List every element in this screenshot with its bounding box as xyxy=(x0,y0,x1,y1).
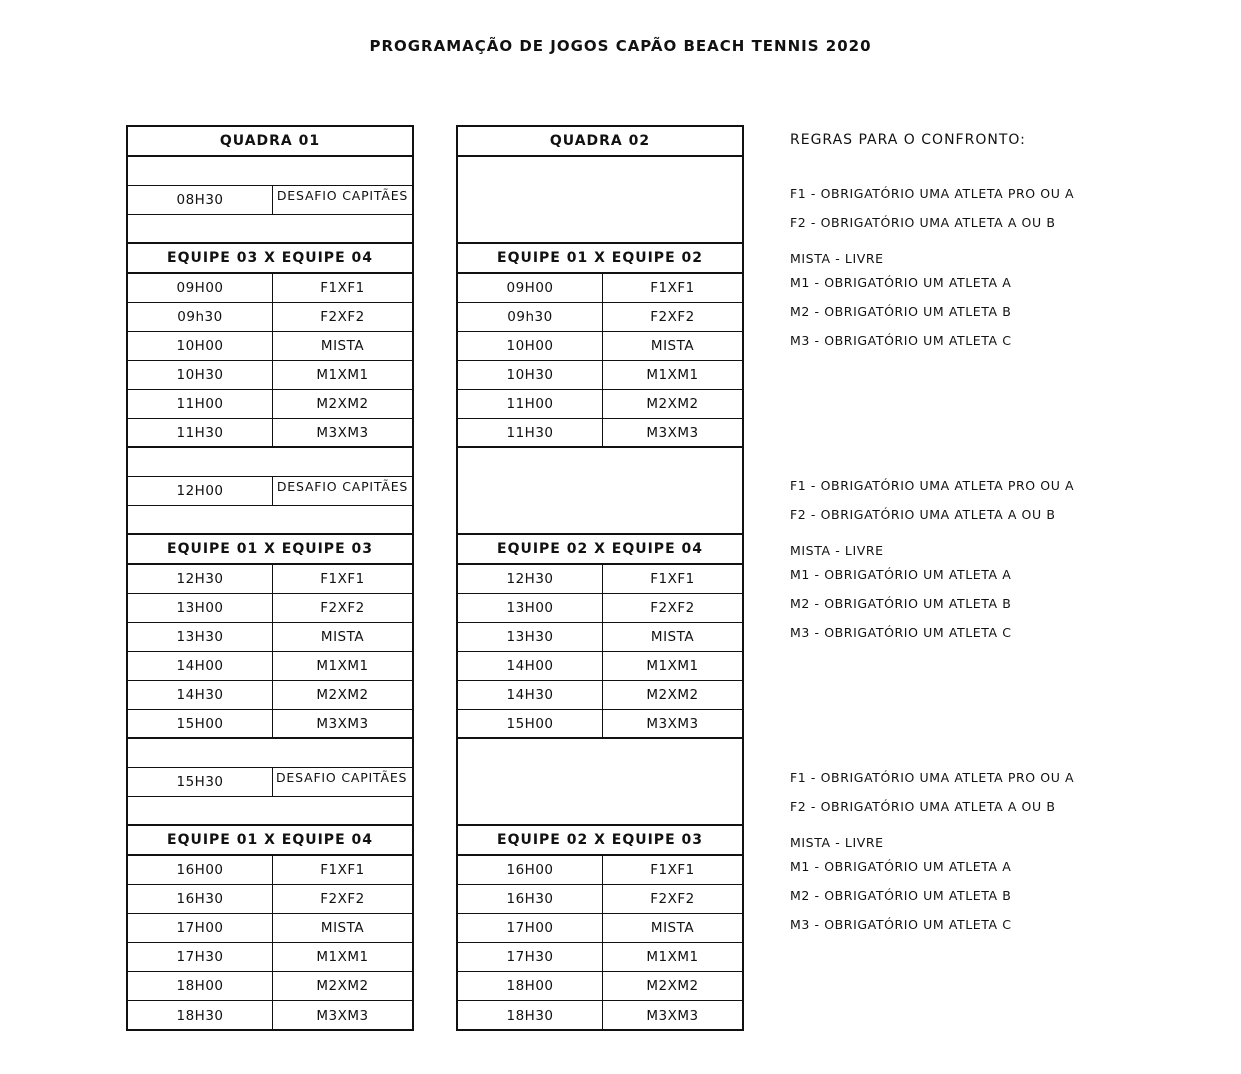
game-time: 14H00 xyxy=(128,652,273,680)
challenge-row xyxy=(128,477,412,506)
challenge-row xyxy=(128,186,412,215)
game-row xyxy=(458,710,742,739)
game-row xyxy=(458,419,742,448)
game-time: 11H00 xyxy=(128,390,273,418)
game-time: 13H00 xyxy=(458,594,603,622)
rule-m2: M2 - OBRIGATÓRIO UM ATLETA B xyxy=(790,596,1012,611)
game-time: 09h30 xyxy=(458,303,603,331)
game-time: 13H30 xyxy=(128,623,273,651)
game-type: M1XM1 xyxy=(316,658,369,674)
match-title: EQUIPE 01 X EQUIPE 03 xyxy=(167,541,373,557)
game-time: 17H00 xyxy=(458,914,603,942)
game-time: 13H00 xyxy=(128,594,273,622)
game-type: F1XF1 xyxy=(650,571,695,587)
game-type: M3XM3 xyxy=(646,424,699,441)
game-type: M3XM3 xyxy=(646,1007,699,1024)
game-time: 16H30 xyxy=(128,885,273,913)
game-type: M1XM1 xyxy=(316,367,369,383)
game-time: 18H00 xyxy=(458,972,603,1000)
game-row xyxy=(458,390,742,419)
game-row xyxy=(128,856,412,885)
rule-mista: MISTA - LIVRE xyxy=(790,251,884,266)
game-time: 09H00 xyxy=(128,274,273,302)
game-row xyxy=(128,652,412,681)
game-row xyxy=(128,303,412,332)
game-time: 16H00 xyxy=(458,856,603,884)
court-02-schedule xyxy=(456,125,744,1031)
challenge-time: 12H00 xyxy=(128,477,273,505)
game-time: 17H30 xyxy=(458,943,603,971)
match-title-row xyxy=(128,244,412,274)
rule-f1: F1 - OBRIGATÓRIO UMA ATLETA PRO OU A xyxy=(790,186,1075,201)
game-row xyxy=(128,594,412,623)
game-row xyxy=(128,565,412,594)
game-row xyxy=(458,361,742,390)
game-row xyxy=(128,419,412,448)
game-row xyxy=(458,943,742,972)
game-row xyxy=(128,972,412,1001)
game-row xyxy=(458,972,742,1001)
game-row xyxy=(458,274,742,303)
game-row xyxy=(458,594,742,623)
game-type: M1XM1 xyxy=(646,658,699,674)
game-time: 14H00 xyxy=(458,652,603,680)
rule-f2: F2 - OBRIGATÓRIO UMA ATLETA A OU B xyxy=(790,507,1056,522)
rule-m1: M1 - OBRIGATÓRIO UM ATLETA A xyxy=(790,567,1012,582)
game-row xyxy=(128,1001,412,1030)
challenge-label: DESAFIO CAPITÃES xyxy=(276,479,409,494)
match-title: EQUIPE 02 X EQUIPE 03 xyxy=(497,832,703,848)
game-type: M2XM2 xyxy=(316,687,369,703)
game-type: F2XF2 xyxy=(320,891,365,907)
match-title: EQUIPE 01 X EQUIPE 02 xyxy=(497,250,703,266)
empty-block xyxy=(458,448,742,535)
game-time: 17H30 xyxy=(128,943,273,971)
game-time: 11H30 xyxy=(458,419,603,446)
court-header: QUADRA 02 xyxy=(549,133,651,149)
rule-m1: M1 - OBRIGATÓRIO UM ATLETA A xyxy=(790,859,1012,874)
game-type: MISTA xyxy=(650,338,695,354)
spacer-row xyxy=(128,506,412,535)
game-type: F2XF2 xyxy=(320,600,365,616)
game-row xyxy=(128,274,412,303)
game-time: 18H30 xyxy=(458,1001,603,1030)
game-time: 14H30 xyxy=(458,681,603,709)
challenge-label: DESAFIO CAPITÃES xyxy=(276,188,409,203)
game-type: M2XM2 xyxy=(646,687,699,703)
empty-block xyxy=(458,739,742,826)
court-01-schedule xyxy=(126,125,414,1031)
page-title: PROGRAMAÇÃO DE JOGOS CAPÃO BEACH TENNIS 2020 xyxy=(369,37,872,55)
match-title-row xyxy=(458,244,742,274)
rule-m2: M2 - OBRIGATÓRIO UM ATLETA B xyxy=(790,304,1012,319)
game-time: 12H30 xyxy=(458,565,603,593)
game-row xyxy=(128,623,412,652)
game-row xyxy=(128,710,412,739)
rule-f1: F1 - OBRIGATÓRIO UMA ATLETA PRO OU A xyxy=(790,478,1075,493)
challenge-time: 08H30 xyxy=(128,186,273,214)
game-row xyxy=(128,390,412,419)
game-time: 10H30 xyxy=(458,361,603,389)
game-time: 12H30 xyxy=(128,565,273,593)
match-title-row xyxy=(458,826,742,856)
game-time: 16H00 xyxy=(128,856,273,884)
game-type: M2XM2 xyxy=(646,396,699,412)
spacer-row xyxy=(128,215,412,244)
rules-title: REGRAS PARA O CONFRONTO: xyxy=(790,132,1026,148)
game-row xyxy=(458,856,742,885)
game-row xyxy=(458,623,742,652)
spacer-row xyxy=(128,448,412,477)
game-row xyxy=(128,885,412,914)
game-row xyxy=(128,681,412,710)
game-row xyxy=(458,303,742,332)
game-type: M3XM3 xyxy=(646,715,699,732)
game-type: F1XF1 xyxy=(650,862,695,878)
game-time: 14H30 xyxy=(128,681,273,709)
game-row xyxy=(458,914,742,943)
rule-f2: F2 - OBRIGATÓRIO UMA ATLETA A OU B xyxy=(790,215,1056,230)
rule-mista: MISTA - LIVRE xyxy=(790,835,884,850)
game-time: 09H00 xyxy=(458,274,603,302)
game-row xyxy=(128,943,412,972)
game-time: 10H00 xyxy=(128,332,273,360)
game-row xyxy=(128,914,412,943)
court-header: QUADRA 01 xyxy=(219,133,321,149)
game-time: 15H00 xyxy=(128,710,273,737)
game-type: M3XM3 xyxy=(316,1007,369,1024)
match-title-row xyxy=(458,535,742,565)
game-row xyxy=(458,1001,742,1030)
game-time: 18H30 xyxy=(128,1001,273,1030)
game-time: 17H00 xyxy=(128,914,273,942)
empty-block xyxy=(458,157,742,244)
game-type: F2XF2 xyxy=(320,309,365,325)
game-time: 13H30 xyxy=(458,623,603,651)
game-type: M2XM2 xyxy=(316,978,369,994)
rule-f1: F1 - OBRIGATÓRIO UMA ATLETA PRO OU A xyxy=(790,770,1075,785)
game-row xyxy=(458,885,742,914)
game-type: M1XM1 xyxy=(646,367,699,383)
game-type: F2XF2 xyxy=(650,309,695,325)
game-type: F1XF1 xyxy=(320,280,365,296)
game-row xyxy=(458,332,742,361)
game-type: M1XM1 xyxy=(646,949,699,965)
game-time: 15H00 xyxy=(458,710,603,737)
court-header-row xyxy=(458,127,742,157)
game-time: 11H00 xyxy=(458,390,603,418)
rule-m2: M2 - OBRIGATÓRIO UM ATLETA B xyxy=(790,888,1012,903)
match-title: EQUIPE 02 X EQUIPE 04 xyxy=(497,541,703,557)
game-type: F2XF2 xyxy=(650,891,695,907)
game-type: F1XF1 xyxy=(650,280,695,296)
game-type: M3XM3 xyxy=(316,424,369,441)
game-type: MISTA xyxy=(320,629,365,645)
game-row xyxy=(128,332,412,361)
game-row xyxy=(128,361,412,390)
rule-f2: F2 - OBRIGATÓRIO UMA ATLETA A OU B xyxy=(790,799,1056,814)
challenge-time: 15H30 xyxy=(128,768,273,796)
match-title-row xyxy=(128,535,412,565)
game-type: MISTA xyxy=(650,629,695,645)
rule-m1: M1 - OBRIGATÓRIO UM ATLETA A xyxy=(790,275,1012,290)
rule-mista: MISTA - LIVRE xyxy=(790,543,884,558)
challenge-label: DESAFIO CAPITÃES xyxy=(276,770,408,785)
game-time: 11H30 xyxy=(128,419,273,446)
rule-m3: M3 - OBRIGATÓRIO UM ATLETA C xyxy=(790,333,1012,348)
spacer-row xyxy=(128,157,412,186)
game-type: F2XF2 xyxy=(650,600,695,616)
spacer-row xyxy=(128,797,412,826)
game-type: MISTA xyxy=(320,920,365,936)
game-time: 10H00 xyxy=(458,332,603,360)
rule-m3: M3 - OBRIGATÓRIO UM ATLETA C xyxy=(790,917,1012,932)
game-type: MISTA xyxy=(320,338,365,354)
game-row xyxy=(458,681,742,710)
game-time: 10H30 xyxy=(128,361,273,389)
game-type: F1XF1 xyxy=(320,571,365,587)
match-title: EQUIPE 01 X EQUIPE 04 xyxy=(167,832,373,848)
game-row xyxy=(458,652,742,681)
game-time: 16H30 xyxy=(458,885,603,913)
game-type: M3XM3 xyxy=(316,715,369,732)
game-time: 09h30 xyxy=(128,303,273,331)
rule-m3: M3 - OBRIGATÓRIO UM ATLETA C xyxy=(790,625,1012,640)
game-time: 18H00 xyxy=(128,972,273,1000)
match-title: EQUIPE 03 X EQUIPE 04 xyxy=(167,250,373,266)
challenge-row xyxy=(128,768,412,797)
game-type: M2XM2 xyxy=(316,396,369,412)
game-type: F1XF1 xyxy=(320,862,365,878)
game-type: M2XM2 xyxy=(646,978,699,994)
game-type: M1XM1 xyxy=(316,949,369,965)
court-header-row xyxy=(128,127,412,157)
spacer-row xyxy=(128,739,412,768)
game-type: MISTA xyxy=(650,920,695,936)
game-row xyxy=(458,565,742,594)
match-title-row xyxy=(128,826,412,856)
